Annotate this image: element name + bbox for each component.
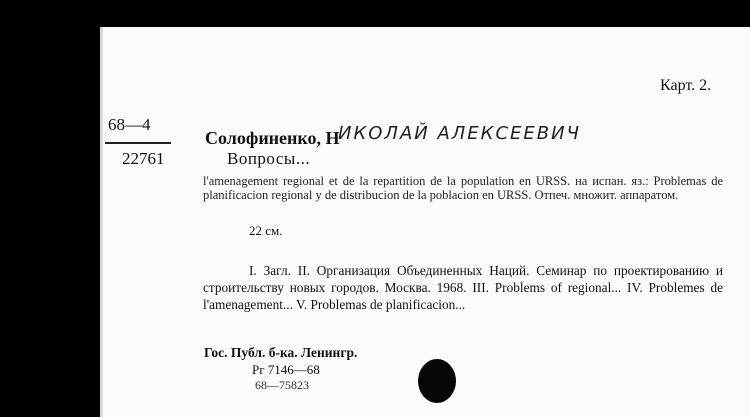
record-title: Вопросы... bbox=[227, 149, 311, 168]
record-description: l'amenagement regional et de la repartition de la population en URSS. на испан. яз.: Problemas de planificacion regional y de distribucion de la poblacion en URSS. Отпеч. множит. аппаратом. bbox=[203, 174, 723, 202]
shelfmark-divider bbox=[105, 142, 171, 144]
card-edge bbox=[100, 27, 103, 417]
ink-blot bbox=[418, 359, 456, 403]
card-number: Карт. 2. bbox=[660, 77, 712, 94]
author-handwritten: ИКОЛАЙ АЛЕКСЕЕВИЧ bbox=[338, 123, 581, 144]
shelfmark-bottom: 22761 bbox=[122, 149, 165, 168]
record-size: 22 см. bbox=[249, 223, 283, 238]
shelfmark-top: 68—4 bbox=[108, 115, 151, 134]
registration-number: Рг 7146—68 bbox=[252, 362, 320, 377]
catalog-card bbox=[100, 27, 750, 417]
accession-number: 68—75823 bbox=[255, 378, 309, 392]
library-name: Гос. Публ. б-ка. Ленингр. bbox=[204, 345, 358, 360]
author-printed: Солофиненко, Н bbox=[205, 128, 340, 148]
record-notes: I. Загл. II. Организация Объединенных Наций. Семинар по проектированию и строительству новых городов. Москва. 1968. III. Problems of regional... IV. Problemes de l'amenagement... V. Problemas de planificacion... bbox=[203, 263, 723, 312]
